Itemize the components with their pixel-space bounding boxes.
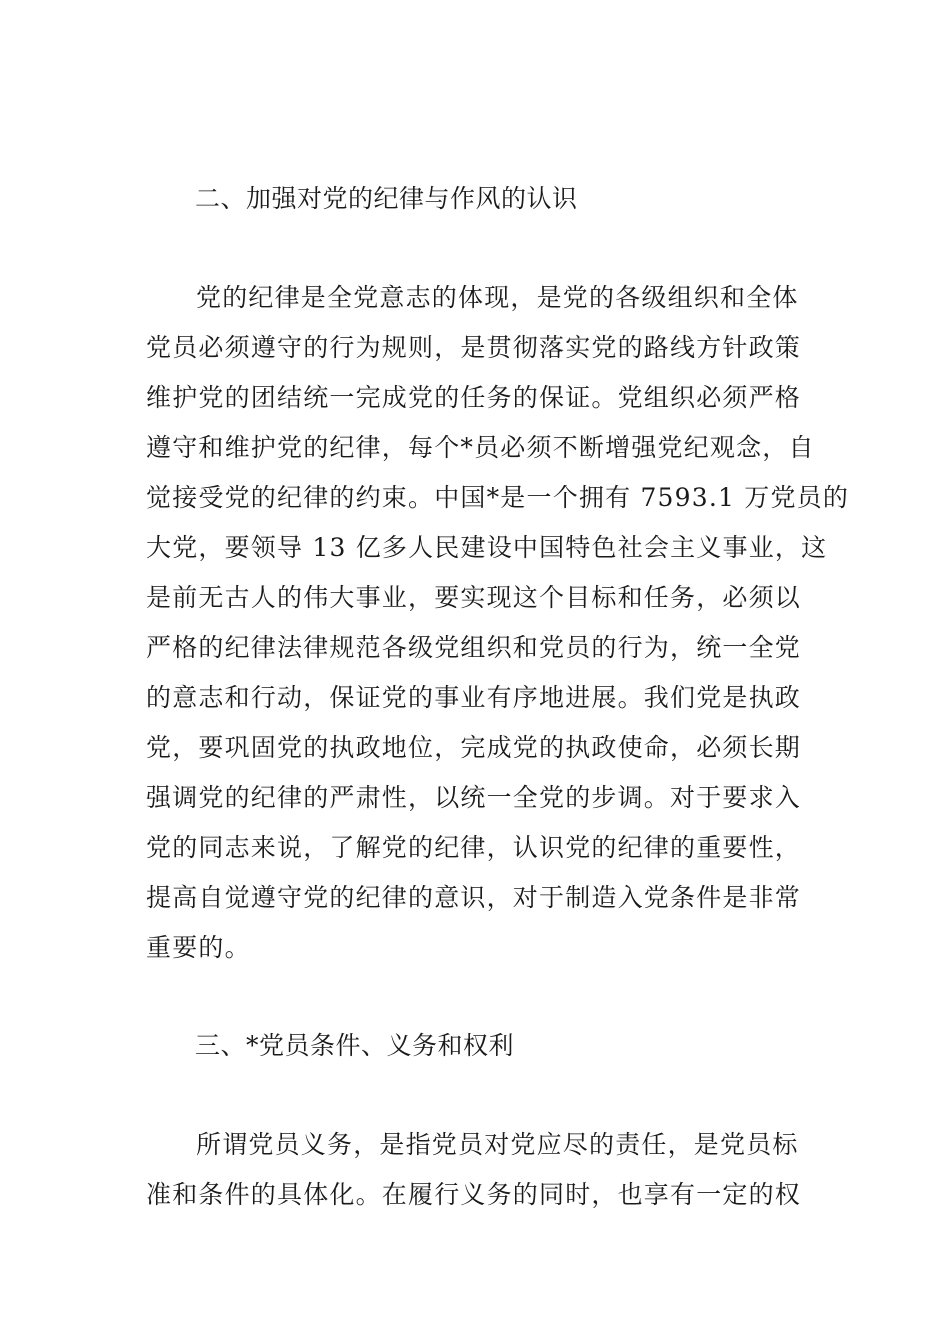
paragraph-line: 党的纪律是全党意志的体现，是党的各级组织和全体	[196, 283, 799, 312]
paragraph-line: 严格的纪律法律规范各级党组织和党员的行为，统一全党	[146, 633, 802, 662]
paragraph-line: 提高自觉遵守党的纪律的意识，对于制造入党条件是非常	[146, 883, 802, 912]
section-3-heading: 三、*党员条件、义务和权利	[195, 1031, 515, 1060]
section-3-paragraph	[146, 1120, 806, 1220]
paragraph-line: 觉接受党的纪律的约束。中国*是一个拥有 7593.1 万党员的	[146, 483, 850, 512]
paragraph-line: 是前无古人的伟大事业，要实现这个目标和任务，必须以	[146, 583, 802, 612]
paragraph-line: 大党，要领导 13 亿多人民建设中国特色社会主义事业，这	[146, 533, 828, 562]
paragraph-line: 准和条件的具体化。在履行义务的同时，也享有一定的权	[146, 1180, 802, 1209]
section-2-heading: 二、加强对党的纪律与作风的认识	[195, 184, 578, 213]
paragraph-line: 党，要巩固党的执政地位，完成党的执政使命，必须长期	[146, 733, 802, 762]
paragraph-line: 的意志和行动，保证党的事业有序地进展。我们党是执政	[146, 683, 802, 712]
section-2-paragraph	[146, 273, 850, 973]
paragraph-line: 维护党的团结统一完成党的任务的保证。党组织必须严格	[146, 383, 802, 412]
paragraph-line: 党员必须遵守的行为规则，是贯彻落实党的路线方针政策	[146, 333, 802, 362]
paragraph-line: 强调党的纪律的严肃性，以统一全党的步调。对于要求入	[146, 783, 802, 812]
paragraph-line: 重要的。	[146, 933, 251, 962]
paragraph-line: 所谓党员义务，是指党员对党应尽的责任，是党员标	[196, 1130, 799, 1159]
paragraph-line: 遵守和维护党的纪律，每个*员必须不断增强党纪观念，自	[146, 433, 815, 462]
paragraph-line: 党的同志来说，了解党的纪律，认识党的纪律的重要性，	[146, 833, 802, 862]
